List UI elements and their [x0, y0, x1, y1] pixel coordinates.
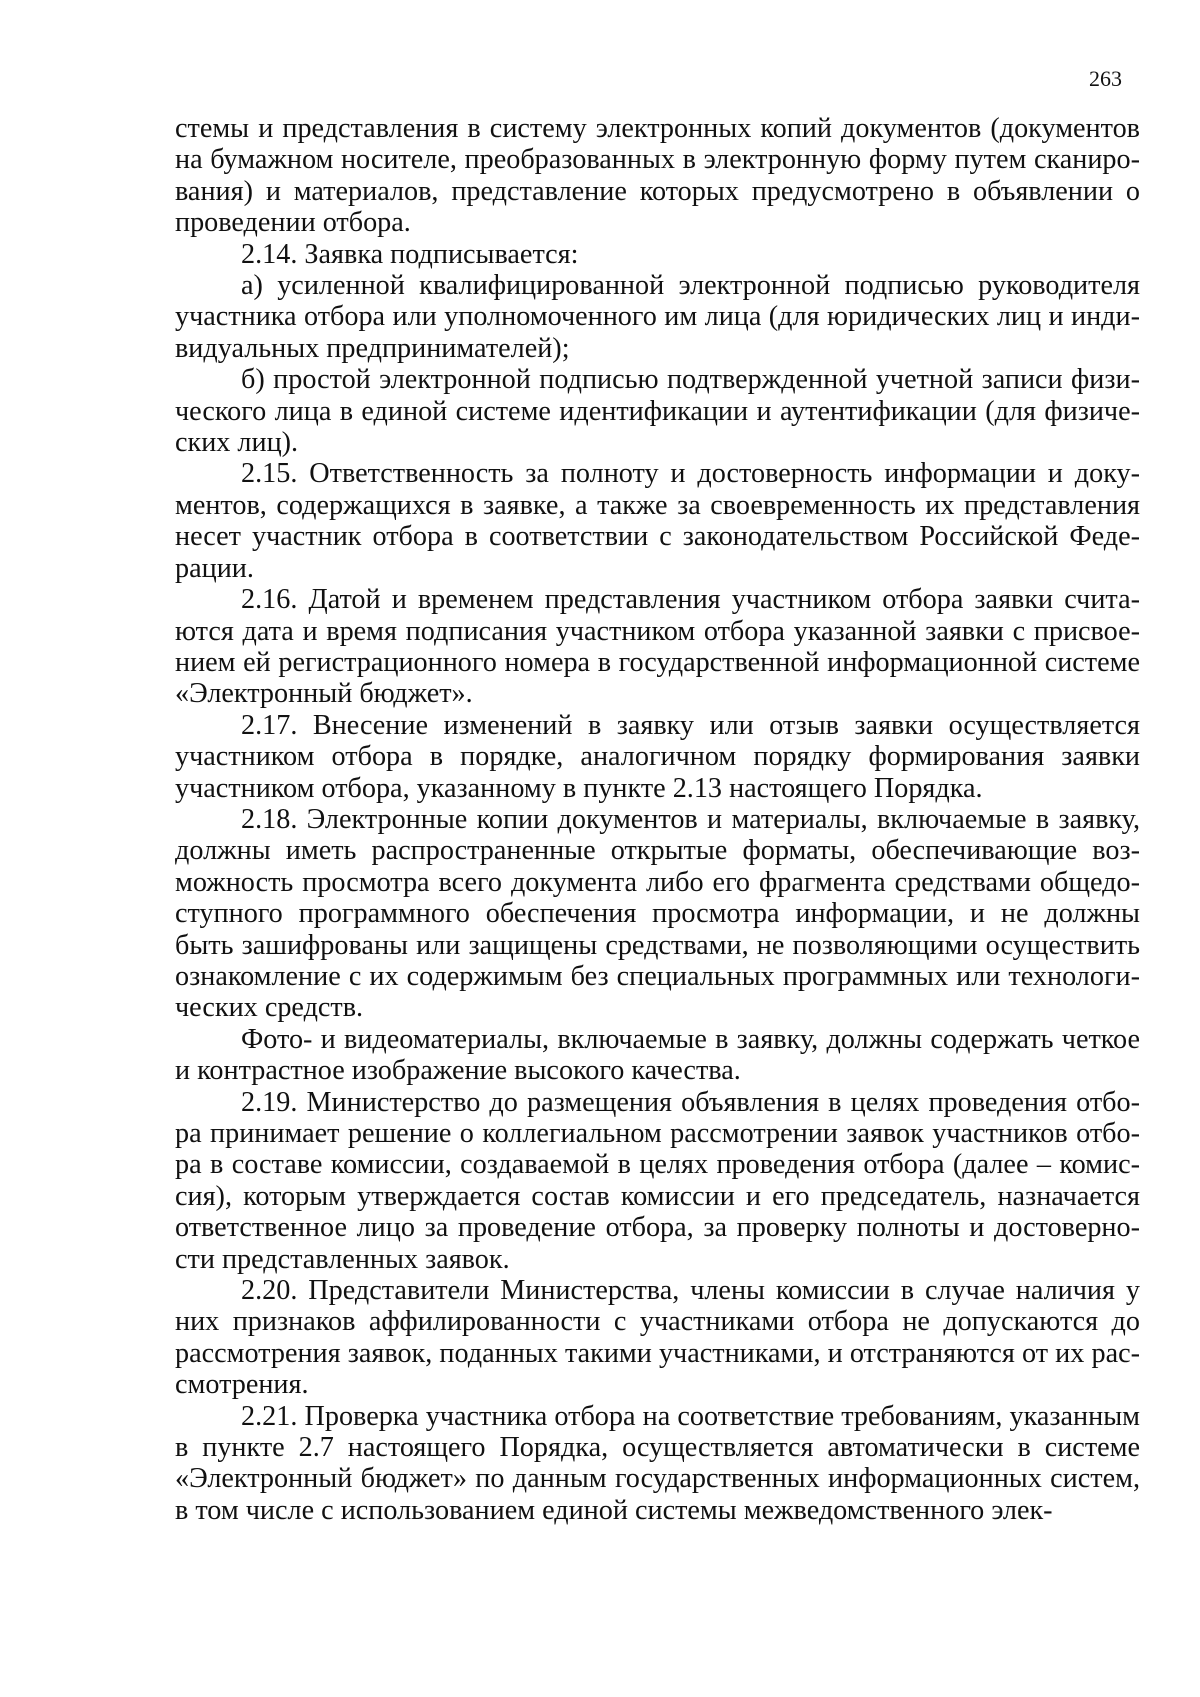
- paragraph-2-15: 2.15. Ответственность за полноту и достоверность информации и документов, содержащихся в заявке, а также за своевременность их представления несет участник отбора в соответствии с законодательством Российской Федерации.: [175, 458, 1140, 584]
- paragraph-2-14-b: б) простой электронной подписью подтвержденной учетной записи физического лица в единой системе идентификации и аутентификации (для физических лиц).: [175, 364, 1140, 459]
- paragraph-photo-video: Фото- и видеоматериалы, включаемые в заявку, должны содержать четкое и контрастное изображение высокого качества.: [175, 1023, 1140, 1087]
- paragraph-continuation: стемы и представления в систему электронных копий документов (документов на бумажном носителе, преобразованных в электронную форму путем сканирования) и материалов, представление которых предусмотрено в объявлении о проведении отбора.: [175, 113, 1140, 239]
- document-body: [175, 113, 1140, 1526]
- paragraph-2-21: 2.21. Проверка участника отбора на соответствие требованиям, указанным в пункте 2.7 настоящего Порядка, осуществляется автоматически в системе «Электронный бюджет» по данным государственных информационных систем, в том числе с использованием единой системы межведомственного элек-: [175, 1400, 1140, 1526]
- paragraph-2-14-a: а) усиленной квалифицированной электронной подписью руководителя участника отбора или уполномоченного им лица (для юридических лиц и индивидуальных предпринимателей);: [175, 270, 1140, 364]
- paragraph-2-14: 2.14. Заявка подписывается:: [241, 238, 579, 270]
- paragraph-2-16: 2.16. Датой и временем представления участником отбора заявки считаются дата и время подписания участником отбора указанной заявки с присвоением ей регистрационного номера в государственной информационной системе «Электронный бюджет».: [175, 584, 1140, 710]
- paragraph-2-18: 2.18. Электронные копии документов и материалы, включаемые в заявку, должны иметь распространенные открытые форматы, обеспечивающие возможность просмотра всего документа либо его фрагмента средствами общедоступного программного обеспечения просмотра информации, и не должны быть зашифрованы или защищены средствами, не позволяющими осуществить ознакомление с их содержимым без специальных программных или технологических средств.: [175, 803, 1140, 1024]
- paragraph-2-19: 2.19. Министерство до размещения объявления в целях проведения отбора принимает решение о коллегиальном рассмотрении заявок участников отбора в составе комиссии, создаваемой в целях проведения отбора (далее – комиссия), которым утверждается состав комиссии и его председатель, назначается ответственное лицо за проведение отбора, за проверку полноты и достоверности представленных заявок.: [175, 1086, 1140, 1275]
- paragraph-2-20: 2.20. Представители Министерства, члены комиссии в случае наличия у них признаков аффилированности с участниками отбора не допускаются до рассмотрения заявок, поданных такими участниками, и отстраняются от их рассмотрения.: [175, 1275, 1140, 1401]
- paragraph-2-17: 2.17. Внесение изменений в заявку или отзыв заявки осуществляется участником отбора в порядке, аналогичном порядку формирования заявки участником отбора, указанному в пункте 2.13 настоящего Порядка.: [175, 709, 1140, 804]
- page-number: 263: [1089, 66, 1122, 91]
